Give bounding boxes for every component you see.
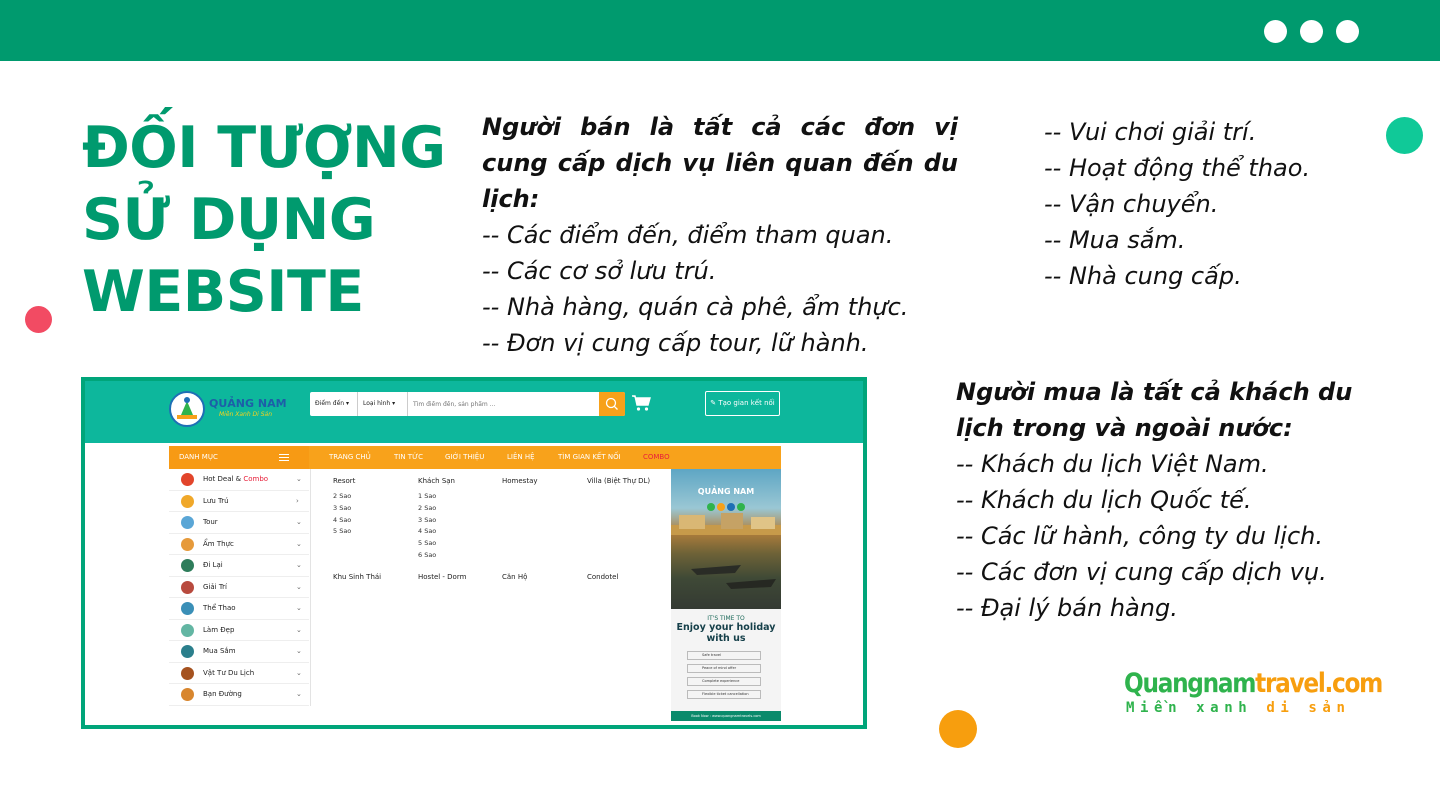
sidebar-item[interactable]: Mua Sắm ⌄ xyxy=(169,641,309,663)
quangnamtravel-logo xyxy=(1124,668,1383,718)
mega-menu xyxy=(311,469,671,709)
nav-about[interactable]: GIỚI THIỆU xyxy=(445,453,485,461)
banner-footer: Book Now : www.quangnamtravels.com xyxy=(671,711,781,721)
sidebar-item[interactable]: Thể Thao ⌄ xyxy=(169,598,309,620)
window-dot-2 xyxy=(1300,20,1323,43)
buyer-item: -- Đại lý bán hàng. xyxy=(956,594,1178,622)
menu-heading[interactable]: Hostel - Dorm xyxy=(418,573,467,581)
buyer-block xyxy=(956,374,1416,626)
menu-heading[interactable]: Căn Hộ xyxy=(502,573,528,581)
seller-item: -- Vui chơi giải trí. xyxy=(1044,118,1257,146)
sidebar-item[interactable]: Bạn Đường ⌄ xyxy=(169,684,309,706)
decor-dot-red xyxy=(25,306,52,333)
menu-link[interactable]: 1 Sao xyxy=(418,492,437,500)
window-dot-3 xyxy=(1336,20,1359,43)
nav-news[interactable]: TIN TỨC xyxy=(394,453,423,461)
banner-option: Safe travel xyxy=(687,651,761,660)
seller-item: -- Nhà cung cấp. xyxy=(1044,262,1242,290)
buyer-heading-line: lịch trong và ngoài nước: xyxy=(956,414,1293,442)
category-label: DANH MỤC xyxy=(179,453,218,461)
category-sidebar xyxy=(169,469,311,706)
banner-dots xyxy=(671,497,781,516)
sidebar-item[interactable]: Lưu Trú › xyxy=(169,491,309,513)
menu-heading[interactable]: Khu Sinh Thái xyxy=(333,573,382,581)
seller-item: -- Mua sắm. xyxy=(1044,226,1186,254)
seller-heading xyxy=(482,109,958,217)
site-logo[interactable] xyxy=(169,389,287,429)
banner-option: Flexible ticket cancellation xyxy=(687,690,761,699)
buyer-item: -- Các đơn vị cung cấp dịch vụ. xyxy=(956,558,1327,586)
menu-heading[interactable]: Villa (Biệt Thự DL) xyxy=(587,477,651,485)
buyer-item: -- Các lữ hành, công ty du lịch. xyxy=(956,522,1323,550)
type-select[interactable]: Loại hình ▾ xyxy=(358,392,408,416)
create-connect-button[interactable]: ✎ Tạo gian kết nối xyxy=(705,391,780,416)
logo-part-1: Quangnam xyxy=(1124,668,1256,699)
banner-option: Peace of mind offer xyxy=(687,664,761,673)
menu-link[interactable]: 2 Sao xyxy=(333,492,352,500)
window-dot-1 xyxy=(1264,20,1287,43)
website-screenshot xyxy=(81,377,867,729)
slogan-word: di xyxy=(1266,700,1309,716)
sidebar-item[interactable]: Làm Đẹp ⌄ xyxy=(169,620,309,642)
promo-banner[interactable] xyxy=(671,469,781,721)
title-line-3: WEBSITE xyxy=(82,259,364,325)
search-input[interactable] xyxy=(408,392,598,416)
sidebar-item[interactable]: Tour ⌄ xyxy=(169,512,309,534)
seller-block xyxy=(482,109,958,361)
menu-column xyxy=(587,477,650,485)
banner-option: Complete experience xyxy=(687,677,761,686)
sidebar-item[interactable]: Ẩm Thực ⌄ xyxy=(169,534,309,556)
seller-item: -- Vận chuyển. xyxy=(1044,190,1219,218)
lantern-logo-icon xyxy=(169,391,205,427)
search-button[interactable] xyxy=(599,392,625,416)
top-bar xyxy=(0,0,1440,61)
seller-heading-line: cung cấp dịch vụ liên quan đến du xyxy=(482,149,958,177)
search-bar xyxy=(310,392,625,416)
seller-item: -- Các cơ sở lưu trú. xyxy=(482,257,717,285)
title-line-2: SỬ DỤNG xyxy=(82,187,376,253)
logo-slogan xyxy=(1126,700,1351,716)
menu-heading[interactable]: Resort xyxy=(333,477,356,485)
seller-more-block xyxy=(1044,114,1404,294)
menu-heading[interactable]: Homestay xyxy=(502,477,538,485)
menu-link[interactable]: 4 Sao xyxy=(418,527,437,536)
menu-column xyxy=(418,477,455,562)
site-nav xyxy=(169,446,781,469)
buyer-item: -- Khách du lịch Quốc tế. xyxy=(956,486,1252,514)
slogan-word: xanh xyxy=(1196,700,1267,716)
menu-link[interactable]: 5 Sao xyxy=(418,539,437,548)
slogan-word: Miền xyxy=(1126,700,1197,716)
menu-link[interactable]: 2 Sao xyxy=(418,503,437,512)
search-icon xyxy=(599,392,625,416)
menu-link[interactable]: 5 Sao xyxy=(333,527,352,536)
logo-part-2: travel.com xyxy=(1255,668,1383,699)
sidebar-item[interactable]: Vật Tư Du Lịch ⌄ xyxy=(169,663,309,685)
banner-headline: with us xyxy=(706,633,746,644)
buyer-item: -- Khách du lịch Việt Nam. xyxy=(956,450,1269,478)
site-brand: QUẢNG NAM xyxy=(209,397,287,410)
menu-link[interactable]: 3 Sao xyxy=(333,503,352,512)
banner-brand: QUẢNG NAM xyxy=(697,487,755,496)
seller-item: -- Đơn vị cung cấp tour, lữ hành. xyxy=(482,329,869,357)
menu-icon xyxy=(279,454,289,461)
menu-link[interactable]: 4 Sao xyxy=(333,515,352,524)
cart-icon[interactable] xyxy=(631,394,653,412)
seller-heading-line: Người bán là tất cả các đơn vị xyxy=(482,113,958,141)
seller-item: -- Hoạt động thể thao. xyxy=(1044,154,1311,182)
page-title xyxy=(82,112,446,328)
menu-column xyxy=(502,477,538,485)
slogan-word: sản xyxy=(1308,700,1351,716)
destination-select[interactable]: Điểm đến ▾ xyxy=(310,392,358,416)
menu-column xyxy=(333,477,355,538)
nav-home[interactable]: TRANG CHỦ xyxy=(329,453,371,461)
menu-link[interactable]: 6 Sao xyxy=(418,550,437,559)
sidebar-item[interactable]: Hot Deal & Combo ⌄ xyxy=(169,469,309,491)
sidebar-item[interactable]: Đi Lại ⌄ xyxy=(169,555,309,577)
nav-contact[interactable]: LIÊN HỆ xyxy=(507,453,535,461)
nav-combo[interactable]: COMBO xyxy=(643,453,670,461)
banner-headline: Enjoy your holiday xyxy=(676,622,776,633)
category-menu[interactable] xyxy=(169,446,309,469)
sidebar-item[interactable]: Giải Trí ⌄ xyxy=(169,577,309,599)
buyer-heading-line: Người mua là tất cả khách du xyxy=(956,378,1353,406)
decor-dot-orange xyxy=(939,710,977,748)
menu-link[interactable]: 3 Sao xyxy=(418,515,437,524)
nav-find-connect[interactable]: TÌM GIAN KẾT NỐI xyxy=(558,453,621,461)
seller-item: -- Các điểm đến, điểm tham quan. xyxy=(482,221,894,249)
seller-item: -- Nhà hàng, quán cà phê, ẩm thực. xyxy=(482,293,909,321)
seller-heading-line: lịch: xyxy=(482,185,540,213)
title-line-1: ĐỐI TƯỢNG xyxy=(82,115,446,181)
menu-heading[interactable]: Khách Sạn xyxy=(418,477,455,485)
menu-heading[interactable]: Condotel xyxy=(587,573,619,581)
site-tagline: Miền Xanh Di Sản xyxy=(219,411,273,418)
banner-kicker: IT'S TIME TO xyxy=(707,615,745,622)
